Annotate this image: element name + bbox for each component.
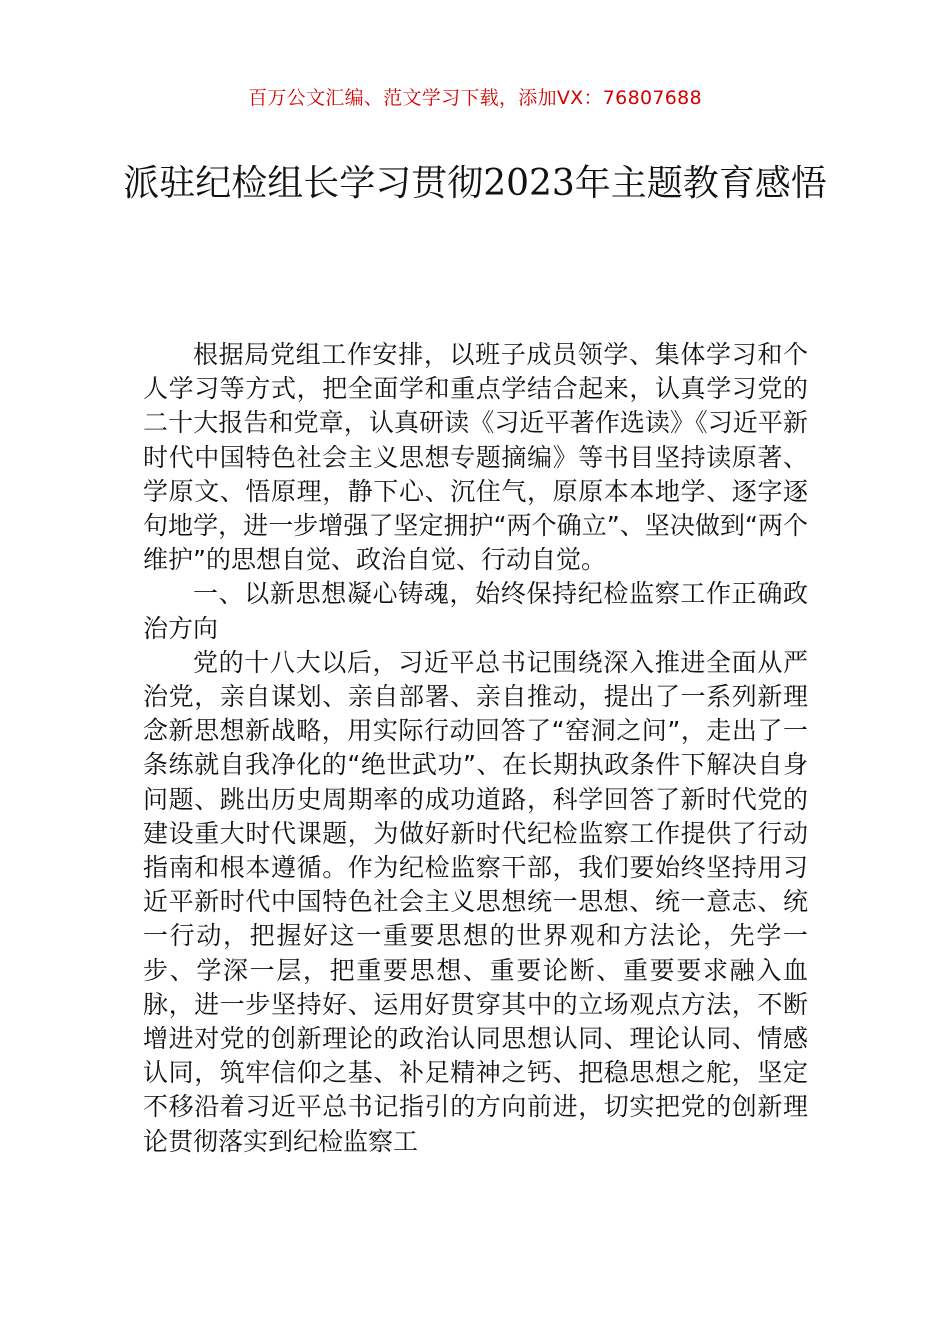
promo-header-note: 百万公文汇编、范文学习下载，添加VX：76807688 (248, 87, 702, 109)
paragraph-intro: 根据局党组工作安排，以班子成员领学、集体学习和个人学习等方式，把全面学和重点学结合起来，认真学习党的二十大报告和党章，认真研读《习近平著作选读》《习近平新时代中国特色社会主义思想专题摘编》等书目坚持读原著、学原文、悟原理，静下心、沉住气，原原本本地学、逐字逐句地学，进一步增强了坚定拥护“两个确立”、坚决做到“两个维护”的思想自觉、政治自觉、行动自觉。 (143, 340, 808, 575)
section-heading-1: 一、以新思想凝心铸魂，始终保持纪检监察工作正确政治方向 (143, 579, 808, 643)
paragraph-section-1: 党的十八大以后，习近平总书记围绕深入推进全面从严治党，亲自谋划、亲自部署、亲自推动，提出了一系列新理念新思想新战略，用实际行动回答了“窑洞之问”，走出了一条练就自我净化的“绝世武功”、在长期执政条件下解决自身问题、跳出历史周期率的成功道路，科学回答了新时代党的建设重大时代课题，为做好新时代纪检监察工作提供了行动指南和根本遵循。作为纪检监察干部，我们要始终坚持用习近平新时代中国特色社会主义思想统一思想、统一意志、统一行动，把握好这一重要思想的世界观和方法论，先学一步、学深一层，把重要思想、重要论断、重要要求融入血脉，进一步坚持好、运用好贯穿其中的立场观点方法，不断增进对党的创新理论的政治认同思想认同、理论认同、情感认同，筑牢信仰之基、补足精神之钙、把稳思想之舵，坚定不移沿着习近平总书记指引的方向前进，切实把党的创新理论贯彻落实到纪检监察工 (143, 647, 808, 1156)
document-title: 派驻纪检组长学习贯彻2023年主题教育感悟 (123, 163, 827, 204)
document-body (143, 338, 808, 1159)
